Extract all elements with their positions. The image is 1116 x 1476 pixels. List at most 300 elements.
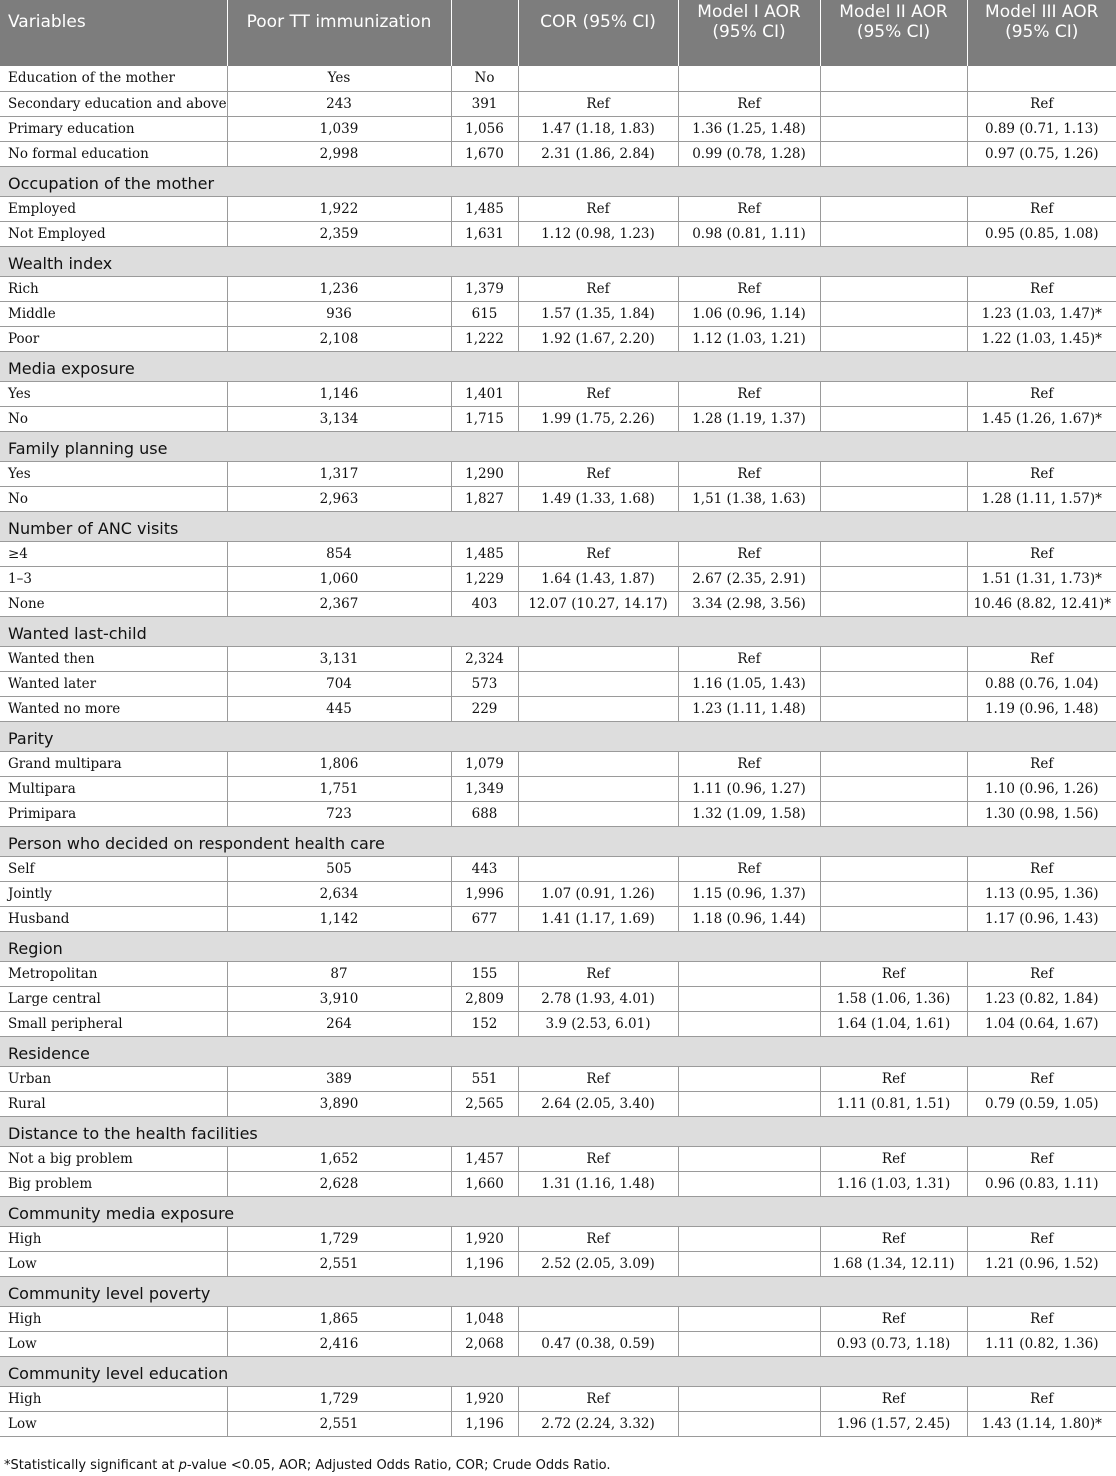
no-count-cell: No <box>451 66 518 91</box>
table-row <box>0 1386 1116 1411</box>
variable-cell: Primary education <box>0 116 227 141</box>
yes-count-cell: 2,359 <box>227 221 451 246</box>
variable-cell: 1–3 <box>0 566 227 591</box>
model-1-aor-cell <box>678 1091 820 1116</box>
table-row <box>0 881 1116 906</box>
cor-cell: Ref <box>518 1386 678 1411</box>
variable-cell: Yes <box>0 381 227 406</box>
variable-cell: Jointly <box>0 881 227 906</box>
table-row <box>0 301 1116 326</box>
header-variables: Variables <box>0 0 227 66</box>
model-2-aor-cell: Ref <box>820 1146 967 1171</box>
table-row <box>0 1011 1116 1036</box>
section-header-row <box>0 1116 1116 1146</box>
model-2-aor-cell <box>820 276 967 301</box>
model-3-aor-cell: 0.97 (0.75, 1.26) <box>967 141 1116 166</box>
yes-count-cell: 854 <box>227 541 451 566</box>
model-1-aor-cell <box>678 1306 820 1331</box>
model-1-aor-cell: 1.16 (1.05, 1.43) <box>678 671 820 696</box>
cor-cell: Ref <box>518 1066 678 1091</box>
model-3-aor-cell: Ref <box>967 91 1116 116</box>
yes-count-cell: 1,729 <box>227 1226 451 1251</box>
table-footnote <box>4 1458 611 1473</box>
no-count-cell: 573 <box>451 671 518 696</box>
no-count-cell: 688 <box>451 801 518 826</box>
model-3-aor-cell: Ref <box>967 961 1116 986</box>
model-2-aor-cell <box>820 906 967 931</box>
model-2-aor-cell: 1.11 (0.81, 1.51) <box>820 1091 967 1116</box>
model-1-aor-cell: Ref <box>678 381 820 406</box>
model-1-aor-cell: 1.06 (0.96, 1.14) <box>678 301 820 326</box>
no-count-cell: 1,349 <box>451 776 518 801</box>
model-2-aor-cell: Ref <box>820 1306 967 1331</box>
variable-cell: Urban <box>0 1066 227 1091</box>
model-2-aor-cell <box>820 221 967 246</box>
table-row <box>0 906 1116 931</box>
footnote-p-italic: p <box>178 1458 187 1473</box>
model-2-aor-cell <box>820 406 967 431</box>
no-count-cell: 1,056 <box>451 116 518 141</box>
model-2-aor-cell <box>820 141 967 166</box>
footnote-prefix: *Statistically significant at <box>4 1458 179 1473</box>
cor-cell: 1.92 (1.67, 2.20) <box>518 326 678 351</box>
section-header-row <box>0 1276 1116 1306</box>
model-3-aor-cell: 0.79 (0.59, 1.05) <box>967 1091 1116 1116</box>
no-count-cell: 152 <box>451 1011 518 1036</box>
variable-cell: Big problem <box>0 1171 227 1196</box>
model-3-aor-cell: 1.22 (1.03, 1.45)* <box>967 326 1116 351</box>
no-count-cell: 1,222 <box>451 326 518 351</box>
yes-count-cell: 1,806 <box>227 751 451 776</box>
cor-cell: Ref <box>518 541 678 566</box>
model-2-aor-cell <box>820 696 967 721</box>
variable-cell: Large central <box>0 986 227 1011</box>
section-title: Community media exposure <box>0 1196 1116 1226</box>
table-row <box>0 1171 1116 1196</box>
section-title: Number of ANC visits <box>0 511 1116 541</box>
variable-cell: Husband <box>0 906 227 931</box>
yes-count-cell: 3,910 <box>227 986 451 1011</box>
yes-count-cell: 1,146 <box>227 381 451 406</box>
model-3-aor-cell: 1.45 (1.26, 1.67)* <box>967 406 1116 431</box>
model-1-aor-cell: 1.28 (1.19, 1.37) <box>678 406 820 431</box>
no-count-cell: 1,996 <box>451 881 518 906</box>
section-title: Residence <box>0 1036 1116 1066</box>
table-row <box>0 66 1116 91</box>
table-row <box>0 141 1116 166</box>
cor-cell: 0.47 (0.38, 0.59) <box>518 1331 678 1356</box>
variable-cell: No formal education <box>0 141 227 166</box>
variable-cell: No <box>0 406 227 431</box>
model-2-aor-cell <box>820 326 967 351</box>
model-3-aor-cell: 1.30 (0.98, 1.56) <box>967 801 1116 826</box>
model-1-aor-cell: 1.15 (0.96, 1.37) <box>678 881 820 906</box>
variable-cell: None <box>0 591 227 616</box>
table-row <box>0 986 1116 1011</box>
section-title: Community level poverty <box>0 1276 1116 1306</box>
no-count-cell: 155 <box>451 961 518 986</box>
model-3-aor-cell: Ref <box>967 856 1116 881</box>
model-3-aor-cell: Ref <box>967 461 1116 486</box>
model-2-aor-cell <box>820 776 967 801</box>
model-1-aor-cell: 1.18 (0.96, 1.44) <box>678 906 820 931</box>
model-2-aor-cell: 0.93 (0.73, 1.18) <box>820 1331 967 1356</box>
model-1-aor-cell <box>678 986 820 1011</box>
table-row <box>0 801 1116 826</box>
yes-count-cell: 1,652 <box>227 1146 451 1171</box>
cor-cell: Ref <box>518 461 678 486</box>
model-3-aor-cell: 1.19 (0.96, 1.48) <box>967 696 1116 721</box>
model-2-aor-cell <box>820 461 967 486</box>
header-cor: COR (95% CI) <box>518 0 678 66</box>
yes-count-cell: 2,108 <box>227 326 451 351</box>
yes-count-cell: 505 <box>227 856 451 881</box>
model-2-aor-cell: 1.68 (1.34, 12.11) <box>820 1251 967 1276</box>
cor-cell: 1.99 (1.75, 2.26) <box>518 406 678 431</box>
no-count-cell: 1,048 <box>451 1306 518 1331</box>
table-row <box>0 671 1116 696</box>
model-1-aor-cell <box>678 1226 820 1251</box>
table-row <box>0 381 1116 406</box>
model-1-aor-cell <box>678 1411 820 1436</box>
yes-count-cell: 1,865 <box>227 1306 451 1331</box>
section-header-row <box>0 931 1116 961</box>
model-3-aor-cell: Ref <box>967 751 1116 776</box>
section-title: Media exposure <box>0 351 1116 381</box>
model-2-aor-cell <box>820 196 967 221</box>
model-1-aor-cell: Ref <box>678 856 820 881</box>
header-model-3-aor: Model III AOR (95% CI) <box>967 0 1116 66</box>
cor-cell <box>518 66 678 91</box>
yes-count-cell: 389 <box>227 1066 451 1091</box>
model-1-aor-cell: 0.98 (0.81, 1.11) <box>678 221 820 246</box>
cor-cell: 1.49 (1.33, 1.68) <box>518 486 678 511</box>
model-2-aor-cell <box>820 646 967 671</box>
section-title: Region <box>0 931 1116 961</box>
yes-count-cell: 1,922 <box>227 196 451 221</box>
model-3-aor-cell: 1.17 (0.96, 1.43) <box>967 906 1116 931</box>
cor-cell: 1.57 (1.35, 1.84) <box>518 301 678 326</box>
cor-cell: Ref <box>518 196 678 221</box>
yes-count-cell: 2,634 <box>227 881 451 906</box>
model-2-aor-cell: Ref <box>820 961 967 986</box>
section-header-row <box>0 431 1116 461</box>
yes-count-cell: 2,551 <box>227 1251 451 1276</box>
table-header-row <box>0 0 1116 66</box>
model-1-aor-cell: Ref <box>678 91 820 116</box>
no-count-cell: 2,324 <box>451 646 518 671</box>
model-1-aor-cell: 1.23 (1.11, 1.48) <box>678 696 820 721</box>
cor-cell: 2.52 (2.05, 3.09) <box>518 1251 678 1276</box>
model-3-aor-cell: 1.21 (0.96, 1.52) <box>967 1251 1116 1276</box>
model-1-aor-cell <box>678 961 820 986</box>
yes-count-cell: 723 <box>227 801 451 826</box>
section-title: Wanted last-child <box>0 616 1116 646</box>
table-row <box>0 1411 1116 1436</box>
no-count-cell: 1,401 <box>451 381 518 406</box>
section-header-row <box>0 1196 1116 1226</box>
cor-cell <box>518 751 678 776</box>
model-3-aor-cell: Ref <box>967 196 1116 221</box>
model-2-aor-cell: Ref <box>820 1386 967 1411</box>
variable-cell: ≥4 <box>0 541 227 566</box>
variable-cell: Rich <box>0 276 227 301</box>
table-row <box>0 1146 1116 1171</box>
model-3-aor-cell: 1.28 (1.11, 1.57)* <box>967 486 1116 511</box>
section-header-row <box>0 511 1116 541</box>
variable-cell: Yes <box>0 461 227 486</box>
variable-cell: Wanted no more <box>0 696 227 721</box>
variable-cell: Primipara <box>0 801 227 826</box>
variable-cell: Education of the mother <box>0 66 227 91</box>
model-3-aor-cell: Ref <box>967 1306 1116 1331</box>
model-3-aor-cell: Ref <box>967 1386 1116 1411</box>
model-3-aor-cell: 1.10 (0.96, 1.26) <box>967 776 1116 801</box>
model-3-aor-cell: Ref <box>967 541 1116 566</box>
no-count-cell: 1,660 <box>451 1171 518 1196</box>
model-2-aor-cell <box>820 801 967 826</box>
section-title: Family planning use <box>0 431 1116 461</box>
model-1-aor-cell: 1.36 (1.25, 1.48) <box>678 116 820 141</box>
model-1-aor-cell: Ref <box>678 276 820 301</box>
variable-cell: Wanted later <box>0 671 227 696</box>
cor-cell: Ref <box>518 961 678 986</box>
model-1-aor-cell: Ref <box>678 751 820 776</box>
yes-count-cell: 704 <box>227 671 451 696</box>
table-row <box>0 406 1116 431</box>
table-row <box>0 856 1116 881</box>
yes-count-cell: 2,551 <box>227 1411 451 1436</box>
table-row <box>0 1331 1116 1356</box>
model-2-aor-cell: Ref <box>820 1066 967 1091</box>
cor-cell: 1.47 (1.18, 1.83) <box>518 116 678 141</box>
model-3-aor-cell: 1.23 (0.82, 1.84) <box>967 986 1116 1011</box>
variable-cell: No <box>0 486 227 511</box>
cor-cell: 1.12 (0.98, 1.23) <box>518 221 678 246</box>
cor-cell <box>518 696 678 721</box>
cor-cell <box>518 646 678 671</box>
cor-cell: 12.07 (10.27, 14.17) <box>518 591 678 616</box>
model-2-aor-cell: 1.16 (1.03, 1.31) <box>820 1171 967 1196</box>
table-row <box>0 91 1116 116</box>
no-count-cell: 1,485 <box>451 541 518 566</box>
model-3-aor-cell: 10.46 (8.82, 12.41)* <box>967 591 1116 616</box>
model-2-aor-cell: Ref <box>820 1226 967 1251</box>
yes-count-cell: 445 <box>227 696 451 721</box>
model-2-aor-cell: 1.58 (1.06, 1.36) <box>820 986 967 1011</box>
no-count-cell: 1,920 <box>451 1386 518 1411</box>
model-3-aor-cell: 1.04 (0.64, 1.67) <box>967 1011 1116 1036</box>
section-header-row <box>0 246 1116 276</box>
table-row <box>0 1091 1116 1116</box>
cor-cell <box>518 801 678 826</box>
yes-count-cell: 264 <box>227 1011 451 1036</box>
model-1-aor-cell <box>678 1251 820 1276</box>
variable-cell: Low <box>0 1331 227 1356</box>
model-2-aor-cell <box>820 591 967 616</box>
no-count-cell: 1,631 <box>451 221 518 246</box>
cor-cell: 1.07 (0.91, 1.26) <box>518 881 678 906</box>
yes-count-cell: 3,134 <box>227 406 451 431</box>
model-3-aor-cell: Ref <box>967 1226 1116 1251</box>
yes-count-cell: 936 <box>227 301 451 326</box>
section-header-row <box>0 616 1116 646</box>
model-2-aor-cell <box>820 116 967 141</box>
no-count-cell: 1,715 <box>451 406 518 431</box>
model-2-aor-cell <box>820 381 967 406</box>
yes-count-cell: 3,131 <box>227 646 451 671</box>
table-row <box>0 1226 1116 1251</box>
model-1-aor-cell: Ref <box>678 196 820 221</box>
table-row <box>0 276 1116 301</box>
section-header-row <box>0 1356 1116 1386</box>
model-2-aor-cell <box>820 91 967 116</box>
section-title: Community level education <box>0 1356 1116 1386</box>
model-1-aor-cell <box>678 1386 820 1411</box>
table-row <box>0 116 1116 141</box>
model-1-aor-cell: 1,51 (1.38, 1.63) <box>678 486 820 511</box>
variable-cell: Grand multipara <box>0 751 227 776</box>
variable-cell: Self <box>0 856 227 881</box>
section-title: Person who decided on respondent health care <box>0 826 1116 856</box>
model-1-aor-cell: Ref <box>678 646 820 671</box>
no-count-cell: 2,565 <box>451 1091 518 1116</box>
model-3-aor-cell: Ref <box>967 1066 1116 1091</box>
variable-cell: Metropolitan <box>0 961 227 986</box>
no-count-cell: 1,457 <box>451 1146 518 1171</box>
variable-cell: Poor <box>0 326 227 351</box>
no-count-cell: 551 <box>451 1066 518 1091</box>
section-header-row <box>0 1036 1116 1066</box>
yes-count-cell: 2,628 <box>227 1171 451 1196</box>
model-3-aor-cell: 0.88 (0.76, 1.04) <box>967 671 1116 696</box>
model-3-aor-cell: Ref <box>967 1146 1116 1171</box>
variable-cell: Employed <box>0 196 227 221</box>
variable-cell: Wanted then <box>0 646 227 671</box>
variable-cell: High <box>0 1386 227 1411</box>
yes-count-cell: 1,039 <box>227 116 451 141</box>
model-2-aor-cell <box>820 541 967 566</box>
model-3-aor-cell: 1.43 (1.14, 1.80)* <box>967 1411 1116 1436</box>
table-row <box>0 1251 1116 1276</box>
table-row <box>0 566 1116 591</box>
model-1-aor-cell <box>678 1066 820 1091</box>
section-title: Distance to the health facilities <box>0 1116 1116 1146</box>
model-1-aor-cell: 3.34 (2.98, 3.56) <box>678 591 820 616</box>
variable-cell: Middle <box>0 301 227 326</box>
cor-cell: 2.64 (2.05, 3.40) <box>518 1091 678 1116</box>
model-3-aor-cell: 0.89 (0.71, 1.13) <box>967 116 1116 141</box>
variable-cell: Small peripheral <box>0 1011 227 1036</box>
yes-count-cell: 2,998 <box>227 141 451 166</box>
no-count-cell: 1,827 <box>451 486 518 511</box>
variable-cell: Not Employed <box>0 221 227 246</box>
cor-cell: Ref <box>518 276 678 301</box>
model-3-aor-cell: 1.51 (1.31, 1.73)* <box>967 566 1116 591</box>
yes-count-cell: 2,416 <box>227 1331 451 1356</box>
section-title: Occupation of the mother <box>0 166 1116 196</box>
no-count-cell: 1,920 <box>451 1226 518 1251</box>
variable-cell: Secondary education and above <box>0 91 227 116</box>
no-count-cell: 1,290 <box>451 461 518 486</box>
model-2-aor-cell: 1.64 (1.04, 1.61) <box>820 1011 967 1036</box>
model-2-aor-cell <box>820 66 967 91</box>
section-header-row <box>0 826 1116 856</box>
table-row <box>0 1306 1116 1331</box>
yes-count-cell: 243 <box>227 91 451 116</box>
model-2-aor-cell <box>820 751 967 776</box>
cor-cell: 1.64 (1.43, 1.87) <box>518 566 678 591</box>
model-2-aor-cell <box>820 566 967 591</box>
cor-cell: Ref <box>518 1146 678 1171</box>
model-3-aor-cell: Ref <box>967 276 1116 301</box>
model-1-aor-cell <box>678 1331 820 1356</box>
model-1-aor-cell: Ref <box>678 541 820 566</box>
header-model-2-aor: Model II AOR (95% CI) <box>820 0 967 66</box>
model-3-aor-cell: 1.23 (1.03, 1.47)* <box>967 301 1116 326</box>
yes-count-cell: 2,367 <box>227 591 451 616</box>
model-3-aor-cell: 0.95 (0.85, 1.08) <box>967 221 1116 246</box>
variable-cell: Not a big problem <box>0 1146 227 1171</box>
model-3-aor-cell: Ref <box>967 646 1116 671</box>
model-1-aor-cell: 1.11 (0.96, 1.27) <box>678 776 820 801</box>
table-row <box>0 696 1116 721</box>
model-3-aor-cell <box>967 66 1116 91</box>
model-1-aor-cell: 0.99 (0.78, 1.28) <box>678 141 820 166</box>
yes-count-cell: 1,236 <box>227 276 451 301</box>
model-1-aor-cell: 2.67 (2.35, 2.91) <box>678 566 820 591</box>
no-count-cell: 391 <box>451 91 518 116</box>
table-row <box>0 221 1116 246</box>
variable-cell: High <box>0 1306 227 1331</box>
section-title: Wealth index <box>0 246 1116 276</box>
section-title: Parity <box>0 721 1116 751</box>
cor-cell <box>518 1306 678 1331</box>
table-row <box>0 751 1116 776</box>
cor-cell: 1.41 (1.17, 1.69) <box>518 906 678 931</box>
model-3-aor-cell: 1.13 (0.95, 1.36) <box>967 881 1116 906</box>
yes-count-cell: 1,142 <box>227 906 451 931</box>
no-count-cell: 229 <box>451 696 518 721</box>
yes-count-cell: 1,060 <box>227 566 451 591</box>
table-row <box>0 776 1116 801</box>
model-3-aor-cell: 0.96 (0.83, 1.11) <box>967 1171 1116 1196</box>
model-1-aor-cell <box>678 1146 820 1171</box>
no-count-cell: 615 <box>451 301 518 326</box>
table-row <box>0 541 1116 566</box>
section-header-row <box>0 721 1116 751</box>
model-1-aor-cell <box>678 1171 820 1196</box>
yes-count-cell: 1,751 <box>227 776 451 801</box>
no-count-cell: 1,079 <box>451 751 518 776</box>
variable-cell: High <box>0 1226 227 1251</box>
model-2-aor-cell <box>820 856 967 881</box>
cor-cell: Ref <box>518 91 678 116</box>
cor-cell: Ref <box>518 1226 678 1251</box>
model-1-aor-cell <box>678 66 820 91</box>
cor-cell: 2.72 (2.24, 3.32) <box>518 1411 678 1436</box>
yes-count-cell: 87 <box>227 961 451 986</box>
model-2-aor-cell <box>820 486 967 511</box>
cor-cell: 2.31 (1.86, 2.84) <box>518 141 678 166</box>
model-1-aor-cell <box>678 1011 820 1036</box>
header-blank <box>451 0 518 66</box>
header-poor-tt-immunization: Poor TT immunization <box>227 0 451 66</box>
model-1-aor-cell: Ref <box>678 461 820 486</box>
no-count-cell: 1,379 <box>451 276 518 301</box>
cor-cell: 3.9 (2.53, 6.01) <box>518 1011 678 1036</box>
variable-cell: Low <box>0 1411 227 1436</box>
